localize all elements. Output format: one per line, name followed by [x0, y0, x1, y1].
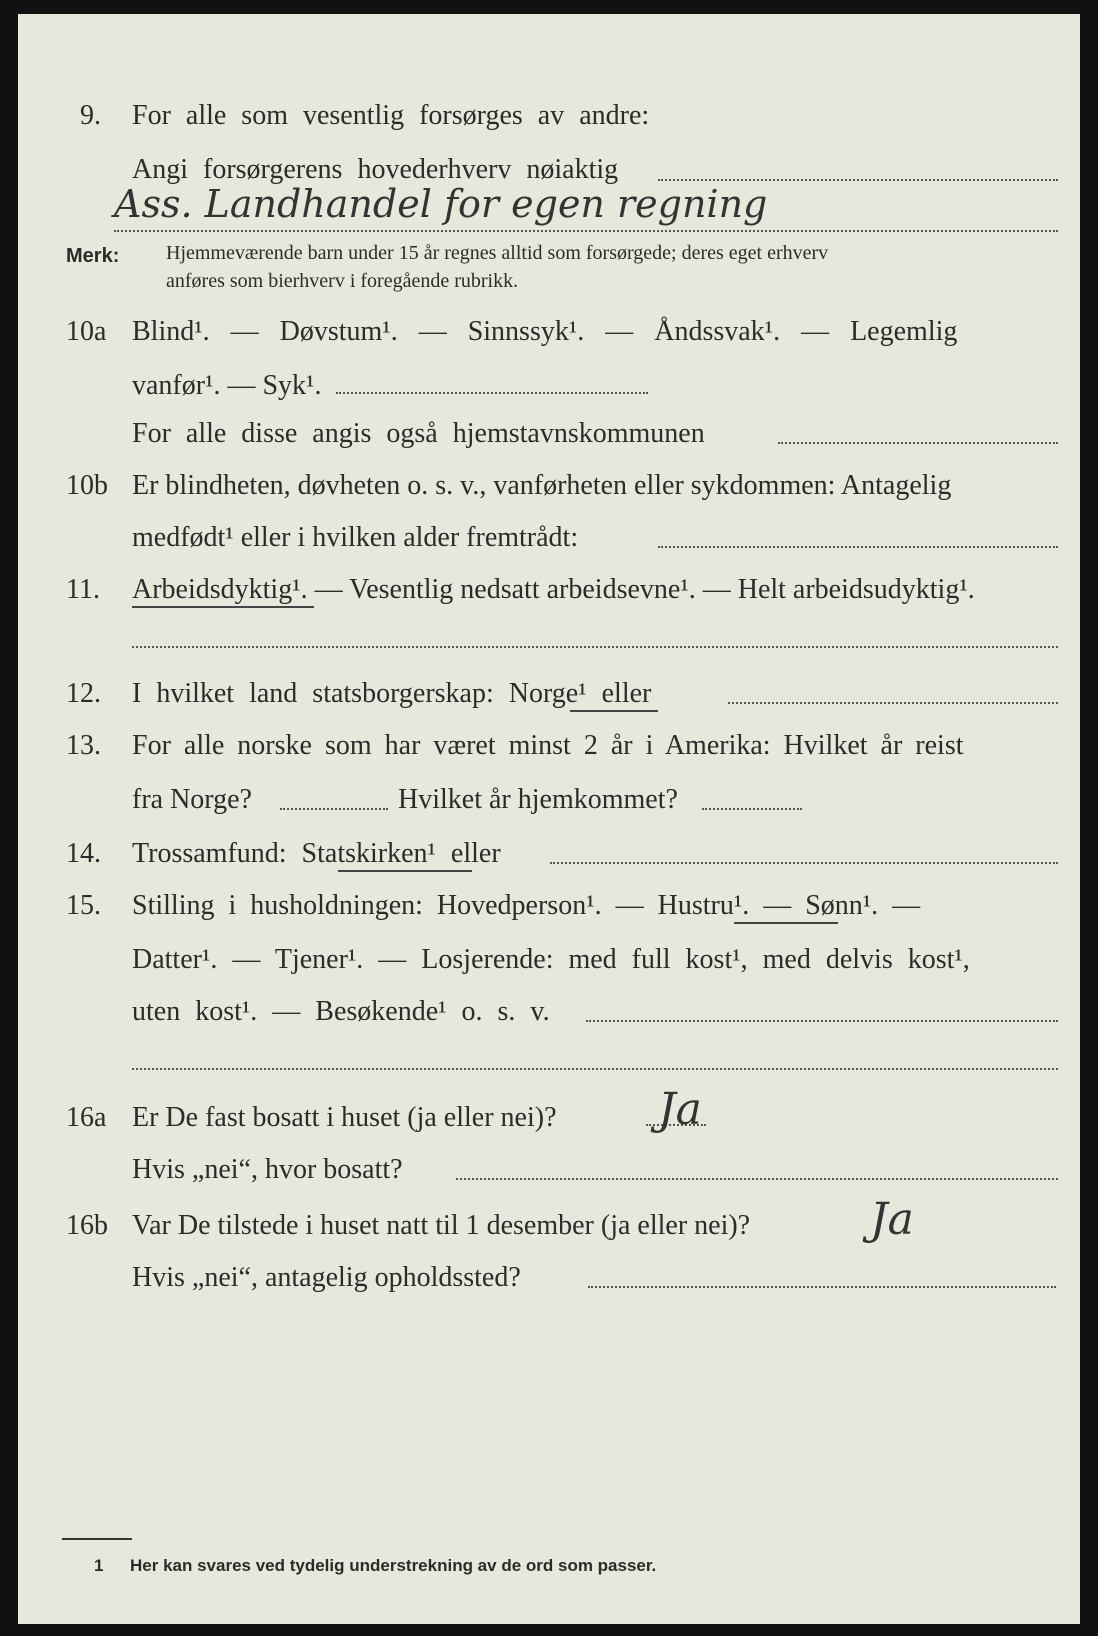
q13-number: 13. [66, 730, 101, 761]
q10b-line2: medfødt¹ eller i hvilken alder fremtrådt: [132, 522, 579, 553]
merk-line1: Hjemmeværende barn under 15 år regnes alltid som forsørgede; deres eget erhverv [166, 242, 829, 264]
q12-line1: I hvilket land statsborgerskap: Norge¹ eller [132, 678, 652, 709]
q10b-line1: Er blindheten, døvheten o. s. v., vanførheten eller sykdommen: Antagelig [132, 470, 952, 501]
q13-hjemkommet-dotline [702, 808, 802, 810]
q11-line1: Arbeidsdyktig¹. — Vesentlig nedsatt arbeidsevne¹. — Helt arbeidsudyktig¹. [132, 574, 975, 605]
q13-reist-dotline [280, 808, 388, 810]
q16b-handwritten-answer: Ja [870, 1194, 914, 1245]
q14-statskirken-underline [338, 870, 472, 872]
footnote-rule [62, 1538, 132, 1540]
q10a-line3: For alle disse angis også hjemstavnskommunen [132, 418, 705, 449]
q9-question-line2: Angi forsørgerens hovederhverv nøiaktig [132, 154, 619, 185]
q14-line1: Trossamfund: Statskirken¹ eller [132, 838, 501, 869]
q16a-number: 16a [66, 1102, 107, 1133]
q16a-bosatt-dotline [456, 1178, 1058, 1180]
q13-line1: For alle norske som har været minst 2 år i Amerika: Hvilket år reist [132, 730, 964, 761]
q9-answer-line2 [114, 230, 1058, 232]
q12-norge-underline [570, 710, 658, 712]
merk-line2: anføres som bierhverv i foregående rubrikk. [166, 270, 519, 292]
q10a-line1: Blind¹. — Døvstum¹. — Sinnssyk¹. — Åndssvak¹. — Legemlig [132, 316, 958, 347]
q12-dotline [728, 702, 1058, 704]
q16b-line2: Hvis „nei“, antagelig opholdssted? [132, 1262, 521, 1293]
q12-number: 12. [66, 678, 101, 709]
q10a-number: 10a [66, 316, 107, 347]
q15-dotline2 [132, 1068, 1058, 1070]
q9-answer-dotline [658, 179, 1058, 181]
q11-dotline [132, 646, 1058, 648]
q15-line3: uten kost¹. — Besøkende¹ o. s. v. [132, 996, 550, 1027]
q10a-syk-dotline [336, 392, 648, 394]
q9-handwritten-answer: Ass. Landhandel for egen regning [114, 182, 768, 226]
q10b-alder-dotline [658, 546, 1058, 548]
q13-line2b: Hvilket år hjemkommet? [398, 784, 678, 815]
q10a-line2: vanfør¹. — Syk¹. [132, 370, 322, 401]
q9-question-line1: For alle som vesentlig forsørges av andre: [132, 100, 650, 131]
footnote-text: Her kan svares ved tydelig understrekning av de ord som passer. [130, 1556, 657, 1575]
q15-line1: Stilling i husholdningen: Hovedperson¹. — Hustru¹. — Sønn¹. — [132, 890, 921, 921]
q15-hustru-underline [734, 922, 838, 924]
q16b-opholdssted-dotline [588, 1286, 1056, 1288]
q15-dotline [586, 1020, 1058, 1022]
q10b-number: 10b [66, 470, 108, 501]
q11-arbeidsdyktig-underline [132, 606, 314, 608]
q13-line2a: fra Norge? [132, 784, 252, 815]
census-form-page [18, 14, 1080, 1624]
q9-number: 9. [80, 100, 101, 131]
q10a-kommune-dotline [778, 442, 1058, 444]
footnote-mark: 1 [94, 1556, 104, 1575]
q16a-line2: Hvis „nei“, hvor bosatt? [132, 1154, 403, 1185]
q15-line2: Datter¹. — Tjener¹. — Losjerende: med full kost¹, med delvis kost¹, [132, 944, 970, 975]
merk-label: Merk: [66, 245, 120, 267]
q15-number: 15. [66, 890, 101, 921]
q11-number: 11. [66, 574, 100, 605]
q16b-number: 16b [66, 1210, 108, 1241]
q14-number: 14. [66, 838, 101, 869]
q14-dotline [550, 862, 1058, 864]
q16a-handwritten-answer: Ja [658, 1084, 702, 1135]
q16a-line1: Er De fast bosatt i huset (ja eller nei)? [132, 1102, 557, 1133]
q16b-line1: Var De tilstede i huset natt til 1 desember (ja eller nei)? [132, 1210, 751, 1241]
